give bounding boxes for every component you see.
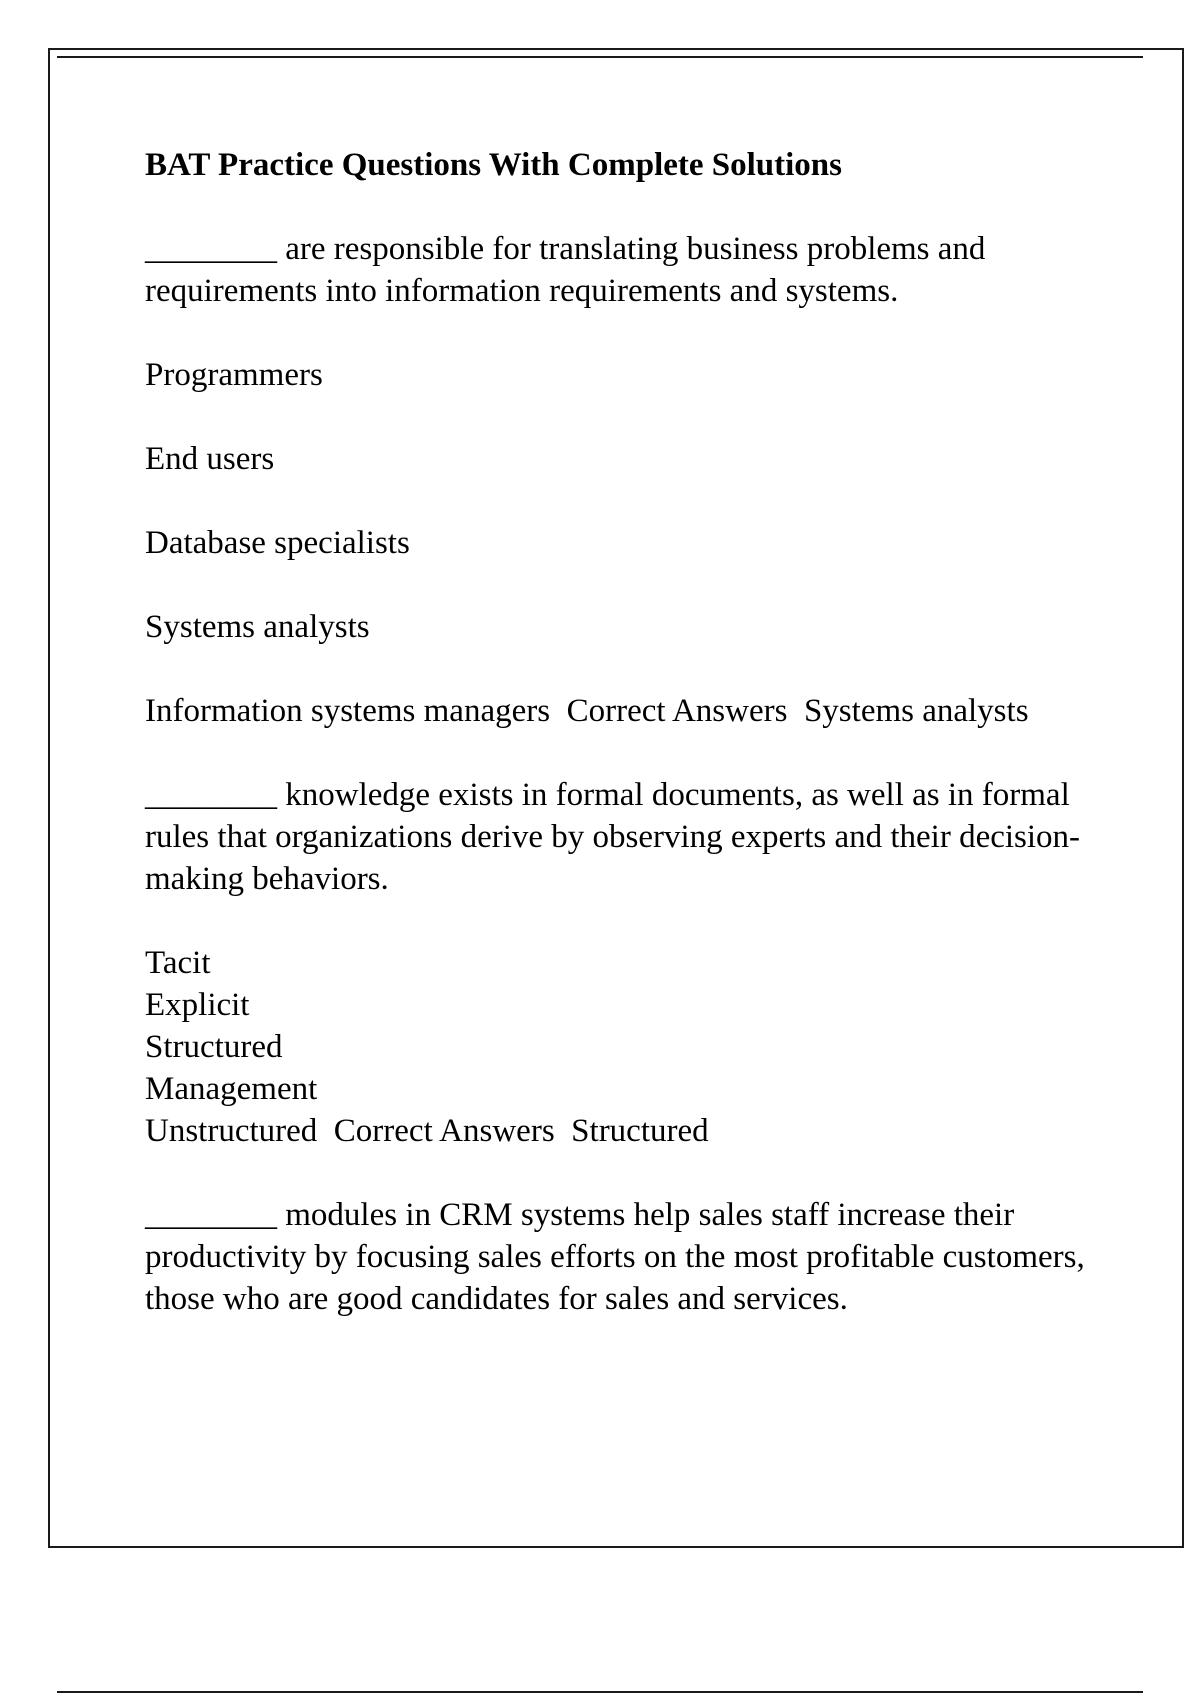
document-title: BAT Practice Questions With Complete Solutions (145, 147, 842, 183)
question-1-answer-label: Correct Answers (566, 693, 788, 729)
question-2-option-1: Tacit (145, 945, 211, 981)
question-1-last-option-with-answer (145, 690, 1095, 732)
question-2-answer-label: Correct Answers (333, 1113, 555, 1149)
document-body (145, 144, 1095, 1362)
question-2-option-3: Structured (145, 1029, 283, 1065)
question-2-answer: Structured (571, 1113, 709, 1149)
question-1-option-1: Programmers (145, 357, 323, 393)
question-1-option-2: End users (145, 441, 275, 477)
question-1-prompt: ________ are responsible for translating business problems and requirements into information requirements and systems. (145, 231, 986, 309)
bottom-rule (57, 1691, 1143, 1693)
question-2-option-2: Explicit (145, 987, 250, 1023)
question-2-options (145, 942, 1095, 1152)
question-1-option-5: Information systems managers (145, 693, 551, 729)
question-1-answer: Systems analysts (803, 693, 1029, 729)
question-2-last-option-with-answer (145, 1110, 1095, 1152)
question-1-option-4: Systems analysts (145, 609, 370, 645)
question-2-prompt: ________ knowledge exists in formal documents, as well as in formal rules that organizations derive by observing experts and their decision-making behaviors. (145, 777, 1081, 897)
top-rule (57, 56, 1143, 58)
question-2-option-5: Unstructured (145, 1113, 318, 1149)
question-2-option-4: Management (145, 1071, 318, 1107)
question-1-option-3: Database specialists (145, 525, 410, 561)
question-3-prompt: ________ modules in CRM systems help sales staff increase their productivity by focusing sales efforts on the most profitable customers, those who are good candidates for sales and services. (145, 1197, 1085, 1317)
